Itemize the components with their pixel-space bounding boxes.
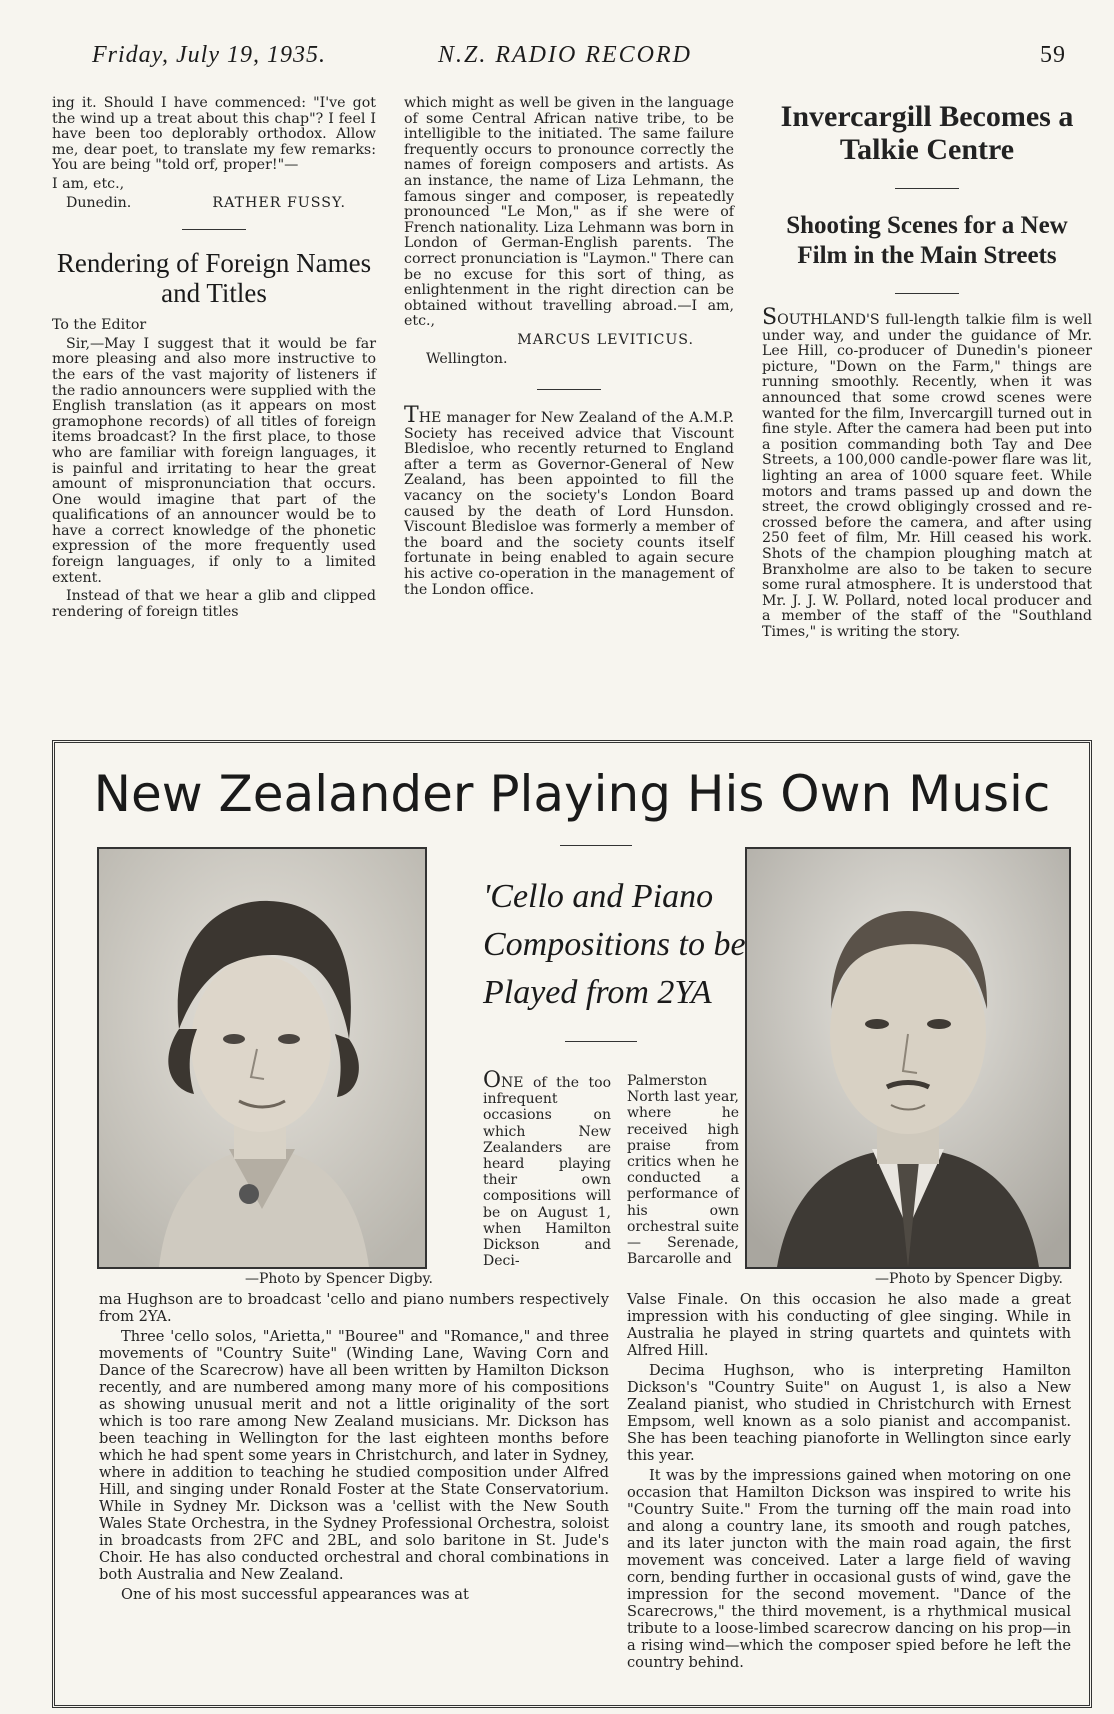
- feature-narrow-column-2: [627, 1073, 739, 1267]
- letter-close: I am, etc.,: [52, 175, 125, 192]
- paragraph: Palmerston North last year, where he received high praise from critics when he conducted a performance of his own orchestral suite — Serenade, Barcarolle and: [627, 1073, 739, 1268]
- article-subheadline: Shooting Scenes for a New Film in the Main Streets: [786, 212, 1068, 269]
- letter-signature: RATHER FUSSY.: [212, 194, 346, 211]
- feature-box: [52, 740, 1092, 1708]
- paragraph: Sir,—May I suggest that it would be far more pleasing and also more instructive to the ears of the vast majority of listeners if the radio announcers were supplied with the English translation (as it appears on most gramophone records) of all titles of foreign items broadcast? In the first place, to those who are familiar with foreign languages, it is painful and irritating to hear the great amount of mispronunciation that occurs. One would imagine that part of the qualifications of an announcer would be to have a correct knowledge of the phonetic expression of the more frequently used foreign languages, if only to a limited extent.: [52, 335, 376, 586]
- portrait-man-image: [747, 849, 1069, 1267]
- paragraph: One of his most successful appearances was at: [121, 1586, 469, 1603]
- paragraph: It was by the impressions gained when motoring on one occasion that Hamilton Dickson was inspired to write his "Country Suite." From the turning off the main road into and along a country lane, its smooth and rough patches, and its later juncton with the main road again, the first movement was conceived. Later a large field of waving corn, bending further in occasional gusts of wind, gave the impression for the second movement. "Dance of the Scarecrows," the third movement, is a rhythmical musical tribute to a loose-limbed scarecrow dancing on his prop—in a rising wind—which the composer spied before he left the country behind.: [627, 1467, 1071, 1671]
- letter-place: Wellington.: [426, 350, 508, 367]
- portrait-woman-image: [99, 849, 425, 1267]
- right-column: [762, 100, 1092, 643]
- article-heading-foreign-names: Rendering of Foreign Names and Titles: [56, 248, 372, 309]
- feature-subtitle: 'Cello and Piano Compositions to be Played from 2YA: [483, 878, 746, 1011]
- photo-credit-right: —Photo by Spencer Digby.: [875, 1271, 1063, 1287]
- paragraph: Three 'cello solos, "Arietta," "Bouree" and "Romance," and three movements of "Country Suite" (Winding Lane, Waving Corn and Dance of the Scarecrow) have all been written by Hamilton Dickson recently, and are numbered among many more of his compositions as showing unusual merit and not a little originality of the sort which is too rare among New Zealand musicians. Mr. Dickson has been teaching in Wellington for the last eighteen months before which he had spent some years in Christchurch, and later in Sydney, where in addition to teaching he studied composition under Alfred Hill, and singing under Ronald Foster at the State Conservatorium. While in Sydney Mr. Dickson was a 'cellist with the New South Wales State Orchestra, in the Sydney Professional Orchestra, soloist in broadcasts from 2FC and 2BL, and solo baritone in St. Jude's Choir. He has also conducted orchestral and choral combinations in both Australia and New Zealand.: [99, 1328, 609, 1583]
- letter-signature: MARCUS LEVITICUS.: [517, 331, 694, 348]
- divider: [895, 188, 959, 189]
- page-number: 59: [1040, 42, 1066, 68]
- article-headline-invercargill: Invercargill Becomes a Talkie Centre: [780, 100, 1074, 166]
- paragraph: ma Hughson are to broadcast 'cello and piano numbers respectively from 2YA.: [99, 1291, 609, 1325]
- divider: [560, 845, 632, 846]
- paragraph: THE manager for New Zealand of the A.M.P. Society has received advice that Viscount Bledisloe, who recently returned to England after a term as Governor-General of New Zealand, has been appointed to fill the vacancy on the society's London Board caused by the death of Lord Hunsdon. Viscount Bledisloe was formerly a member of the board and the society counts itself fortunate in being enabled to again secure his active co-operation in the management of the London office.: [404, 403, 734, 598]
- photo-credit-left: —Photo by Spencer Digby.: [245, 1271, 433, 1287]
- paragraph: Decima Hughson, who is interpreting Hamilton Dickson's "Country Suite" on August 1, is also a New Zealand pianist, who studied in Christchurch with Ernest Empsom, well known as a solo pianist and accompanist. She has been teaching pianoforte in Wellington since early this year.: [627, 1362, 1071, 1464]
- letter-place: Dunedin.: [66, 194, 132, 211]
- divider: [895, 293, 959, 294]
- page-date: Friday, July 19, 1935.: [92, 42, 326, 68]
- left-column: [52, 96, 376, 623]
- paragraph: SOUTHLAND'S full-length talkie film is well under way, and under the guidance of Mr. Lee Hill, co-producer of Dunedin's pioneer picture, "Down on the Farm," things are running smoothly. Recently, when it was announced that some crowd scenes were wanted for the film, Invercargill turned out in fine style. After the camera had been put into a position commanding both Tay and Dee Streets, a 100,000 candle-power flare was lit, lighting an area of 1000 square feet. While motors and trams passed up and down the street, the crowd obligingly crossed and re-crossed before the camera, and after using 250 feet of film, Mr. Hill ceased his work. Shots of the champion ploughing match at Branxholme are also to be taken to secure some rural atmosphere. It is understood that Mr. J. J. W. Pollard, noted local producer and a member of the staff of the "Southland Times," is writing the story.: [762, 305, 1092, 640]
- divider: [537, 389, 601, 390]
- divider: [565, 1041, 637, 1042]
- masthead: N.Z. RADIO RECORD: [438, 42, 692, 68]
- letter-signoff: [52, 196, 376, 212]
- letter-continuation: ing it. Should I have commenced: "I've got the wind up a treat about this chap"? I feel I have been too deplorably orthodox. Allow me, dear poet, to translate my few remarks: You are being "told orf, proper!"—: [52, 95, 376, 174]
- feature-right-column: [627, 1291, 1071, 1674]
- paragraph: which might as well be given in the language of some Central African native tribe, to be intelligible to the initiated. The same failure frequently occurs to pronounce correctly the names of foreign composers and artists. As an instance, the name of Liza Lehmann, the famous singer and composer, is repeatedly pronounced "Le Mon," as if she were of French nationality. Liza Lehmann was born in London of German-English parents. The correct pronunciation is "Laymon." There can be no excuse for this sort of thing, as enlightenment in the right direction can be obtained without travelling abroad.—I am, etc.,: [404, 95, 734, 330]
- feature-narrow-column-1: [483, 1068, 611, 1270]
- feature-left-column: [99, 1291, 609, 1606]
- middle-column: [404, 96, 734, 601]
- salutation: To the Editor: [52, 317, 147, 334]
- paragraph: Instead of that we hear a glib and clipped rendering of foreign titles: [52, 588, 376, 620]
- feature-title: New Zealander Playing His Own Music: [93, 765, 1051, 823]
- paragraph: ONE of the too infrequent occasions on which New Zealanders are heard playing their own compositions will be on August 1, when Hamilton Dickson and Deci-: [483, 1068, 611, 1270]
- portrait-photo-man: [745, 847, 1071, 1269]
- paragraph: Valse Finale. On this occasion he also made a great impression with his conducting of glee singing. While in Australia he played in string quartets and quintets with Alfred Hill.: [627, 1291, 1071, 1359]
- portrait-photo-woman: [97, 847, 427, 1269]
- divider: [182, 229, 246, 230]
